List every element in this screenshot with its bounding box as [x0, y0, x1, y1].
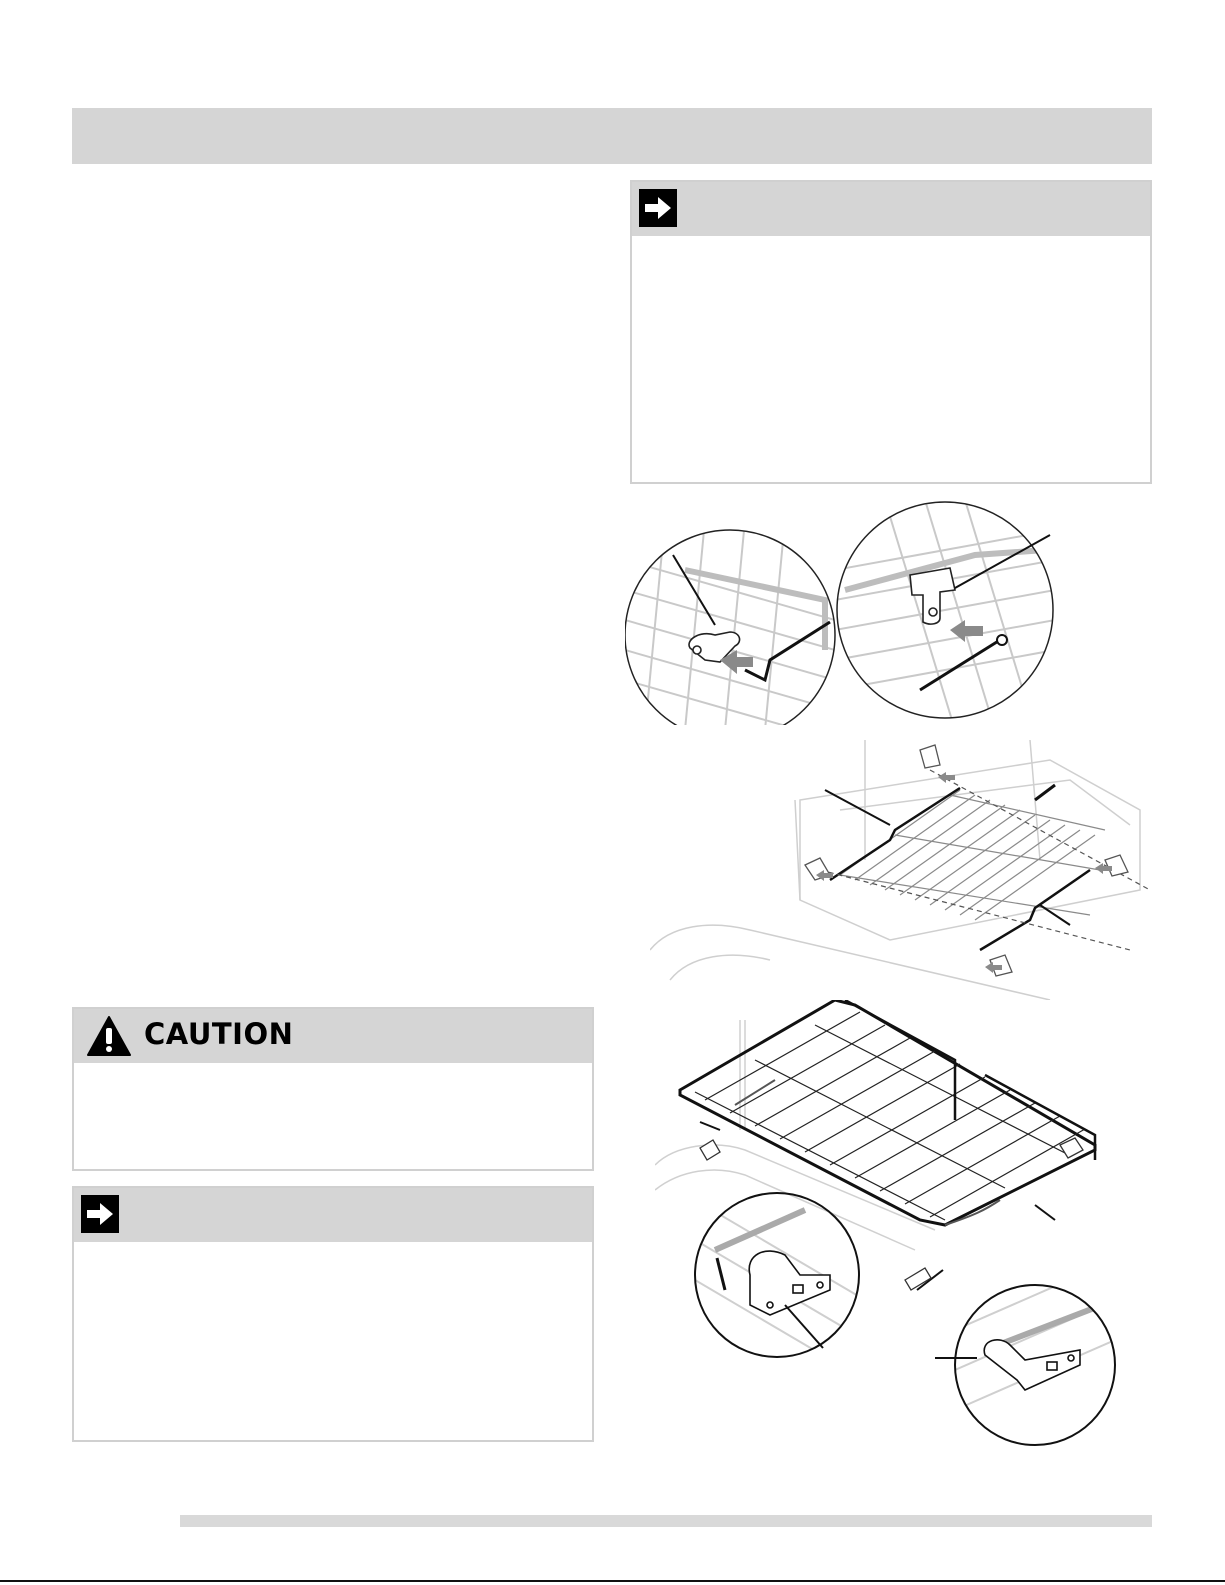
section-header-bar	[72, 108, 1152, 164]
right-arrow-icon	[639, 189, 677, 227]
note-box-top-header	[632, 182, 1150, 236]
footer-bar	[180, 1515, 1152, 1527]
rack-installation-figure	[650, 740, 1160, 1000]
right-arrow-icon	[81, 1195, 119, 1233]
rack-glide-figure	[655, 1000, 1125, 1450]
page-bottom-line	[0, 1580, 1225, 1582]
note-box-bottom	[72, 1186, 594, 1442]
warning-triangle-icon	[86, 1015, 132, 1061]
rack-support-detail-figure	[625, 500, 1065, 725]
caution-box	[72, 1007, 594, 1171]
caution-box-header	[74, 1009, 592, 1063]
note-box-bottom-header	[74, 1188, 592, 1242]
note-box-top	[630, 180, 1152, 484]
caution-label: CAUTION	[144, 1017, 294, 1051]
